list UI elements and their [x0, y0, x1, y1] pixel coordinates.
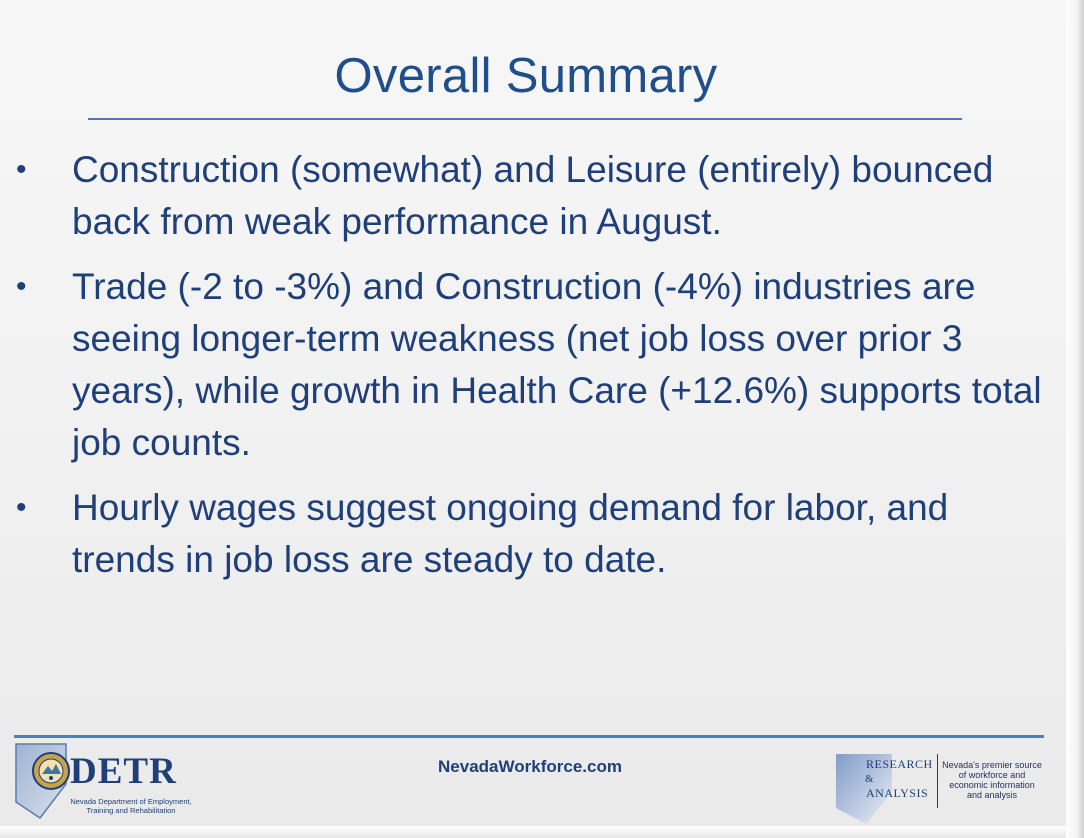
bullet-item	[0, 261, 1066, 469]
slide-title: Overall Summary	[334, 49, 718, 103]
bullet-marker: •	[16, 491, 27, 524]
nevada-state-seal-icon	[32, 752, 70, 790]
window-edge-bottom	[0, 826, 1066, 838]
bullet-text: Trade (-2 to -3%) and Construction (-4%) industries are seeing longer-term weakness (net job loss over prior 3 years), while growth in Health Care (+12.6%) supports total job counts.	[72, 266, 1042, 463]
footer-website-url: NevadaWorkforce.com	[438, 757, 622, 776]
bullet-item	[0, 482, 1066, 586]
ra-analysis-label: ANALYSIS	[866, 786, 929, 800]
footer-divider	[14, 735, 1044, 738]
bullet-text: Construction (somewhat) and Leisure (entirely) bounced back from weak performance in August.	[72, 149, 994, 242]
ra-tagline: Nevada's premier source of workforce and economic information and analysis	[942, 760, 1042, 800]
bullet-marker: •	[16, 153, 27, 186]
detr-subtitle	[66, 797, 196, 815]
detr-subtitle-line: Nevada Department of Employment,	[70, 797, 192, 806]
bullet-marker: •	[16, 270, 27, 303]
title-divider	[88, 118, 962, 120]
window-edge-right	[1066, 0, 1084, 838]
bullet-item	[0, 144, 1066, 248]
ra-ampersand: &	[865, 773, 874, 785]
ra-research-label: RESEARCH	[866, 757, 933, 771]
bullet-list	[0, 144, 1066, 599]
detr-acronym: DETR	[70, 751, 177, 792]
ra-divider	[937, 754, 938, 808]
bullet-text: Hourly wages suggest ongoing demand for labor, and trends in job loss are steady to date.	[72, 487, 949, 580]
detr-subtitle-line: Training and Rehabilitation	[86, 806, 176, 815]
